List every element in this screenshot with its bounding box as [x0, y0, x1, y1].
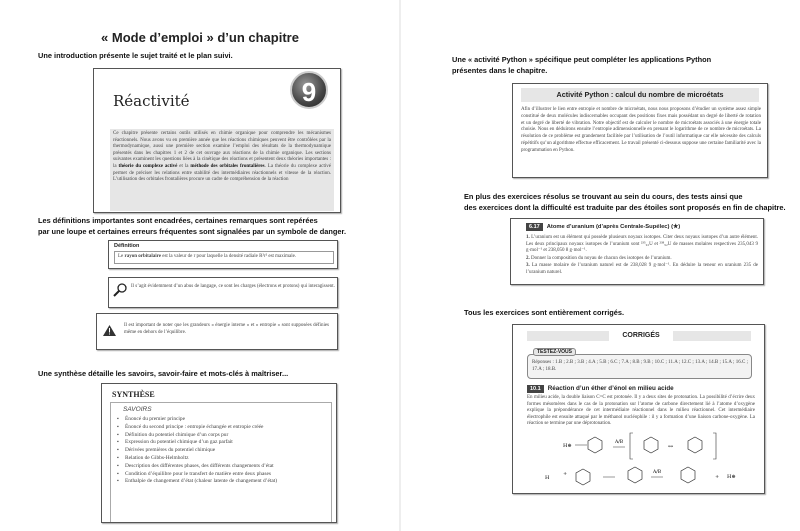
chapter-intro-box — [93, 68, 341, 213]
python-activity-box — [512, 83, 768, 178]
definition-post: est la valeur de r pour laquelle la densité radiale R²r² est maximale. — [160, 254, 297, 259]
proton-label: H⊕ — [727, 474, 736, 480]
corrections-box — [512, 324, 765, 494]
caption-line: des exercices dont la difficulté est traduite par des étoiles sont proposés en fin de chapitre. — [464, 202, 786, 212]
ab-label: A/B — [653, 470, 662, 475]
caption-line: Une « activité Python » spécifique peut compléter les applications Python — [452, 55, 712, 64]
savoir-item: ▪ Condition d’équilibre pour le transfert de matière entre deux phases — [117, 471, 325, 479]
savoir-item: ▪ Énoncé du premier principe — [117, 416, 325, 424]
synthesis-box — [101, 383, 337, 523]
header-bar-left — [527, 331, 609, 341]
exercise-number: 6.17 — [526, 223, 543, 231]
proton-label: H⊕ — [563, 443, 572, 449]
warning-box — [96, 313, 338, 350]
ring — [644, 437, 658, 453]
test-answers: Réponses : 1.B ; 2.B ; 3.B ; 4.A ; 5.B ; 6.C ; 7.A ; 8.B ; 9.B ; 10.C ; 11.A ; 12.C ; 13.A ; 14.B ; 15.A ; 16.C ; 17.A ; 18.B. — [532, 360, 748, 372]
text-segment: Ce chapitre présente certains outils utilisés en chimie organique pour comprendre les mécanismes réactionnels. Nous avons vu en première année que les réactions chimiques peuvent être contrôlées par la thermodynamique, aussi une première section examine l’emploi des résultats de la thermodynamique présentés dans les chapitres 1 et 2 de cet ouvrage aux réactions de la chimie organique. Les sections suivantes examinent les questions liées à la cinétique des réactions et présentent deux théories importantes : la — [113, 131, 331, 169]
solution-text: En milieu acide, la double liaison C=C est protonée. Il y a deux sites de protonation. La possibilité d’écrire deux formes mésomères dans le cas de la protonation sur l’atome de carbone directement lié à l’atome d’oxygène explique la prépondérance de cet intermédiaire réactionnel dans le milieu réactionnel. Cet intermédiaire électrophile est ensuite attaqué par le méthanol nucléophile : il y a formation d’une liaison carbone-oxygène. La réaction se termine par une déprotonation. — [527, 395, 755, 427]
savoir-item: ▪ Énoncé du second principe : entropie échangée et entropie créée — [117, 424, 325, 432]
resonance-arrow: ↔ — [668, 443, 674, 450]
key-term: méthode des orbitales frontalières — [190, 163, 265, 169]
savoirs-section — [110, 402, 332, 522]
chapter-intro-text — [110, 129, 334, 211]
remark-text: Il s’agit évidemment d’un abus de langage, ce sont les charges (électrons et protons) qui interagissent. — [131, 284, 335, 289]
page-gutter — [399, 0, 401, 531]
test-label: TESTEZ-VOUS — [533, 348, 576, 356]
remark-box — [108, 277, 338, 308]
warning-text: Il est important de noter que les grandeurs « énergie interne » et « entropie » sont supposées définies même en dehors de l’équilibre. — [124, 323, 329, 335]
caption-line: Les définitions importantes sont encadrées, certaines remarques sont repérées — [38, 216, 318, 225]
chapter-number-badge: 9 — [290, 71, 328, 109]
caption-line: présentes dans le chapitre. — [452, 65, 548, 75]
methanol-h: H — [545, 475, 550, 481]
intro-caption: Une introduction présente le sujet traité et le plan suivi. — [38, 51, 233, 60]
python-activity-title: Activité Python : calcul du nombre de microétats — [521, 88, 759, 102]
solution-title: Réaction d’un éther d’énol en milieu acide — [547, 385, 674, 392]
exercise-title: Atome d’uranium (d’après Centrale-Supélec) — [546, 224, 670, 230]
savoir-item: ▪ Description des différentes phases, des différents changements d’état — [117, 463, 325, 471]
ring — [688, 437, 702, 453]
question-number: 1. — [526, 235, 532, 240]
chapter-title: Réactivité — [113, 92, 190, 110]
savoir-item: ▪ Dérivées premières du potentiel chimique — [117, 447, 325, 455]
page-title: « Mode d’emploi » d’un chapitre — [101, 30, 299, 45]
caption-line: En plus des exercices résolus se trouvant au sein du cours, des tests ainsi que — [464, 192, 743, 201]
definition-label: Définition — [114, 243, 140, 249]
python-caption — [452, 55, 711, 76]
solution-heading — [527, 385, 674, 392]
ab-label: A/B — [615, 440, 624, 445]
question-text: L’uranium est un élément qui possède plusieurs noyaux isotopes. Citer deux noyaux isotopes d’un autre élément. Les deux principaux noyaux isotopes de l’uranium sont ²³⁵₉₂U et ²³⁸₉₂U de masses molaires respectives 235,043 9 g·mol⁻¹ et 238,050 8 g·mol⁻¹. — [526, 235, 758, 254]
corrections-title: CORRIGÉS — [622, 332, 660, 339]
plus-sign: + — [563, 471, 568, 477]
difficulty-stars: (★) — [671, 224, 681, 230]
savoirs-heading: SAVOIRS — [123, 406, 152, 413]
exercise-question — [526, 263, 758, 276]
synthesis-caption: Une synthèse détaille les savoirs, savoir-faire et mots-clés à maîtriser... — [38, 369, 289, 378]
header-bar-right — [673, 331, 751, 341]
question-text: Donner la composition du noyau de chacun des isotopes de l’uranium. — [531, 255, 672, 261]
ring — [628, 467, 642, 483]
savoir-item: ▪ Relation de Gibbs-Helmholtz — [117, 455, 325, 463]
savoirs-list — [117, 416, 325, 486]
savoir-item: ▪ Définition du potentiel chimique d’un corps pur — [117, 432, 325, 440]
exercise-questions — [526, 235, 758, 278]
plus-sign: + — [715, 474, 720, 480]
warning-icon — [103, 325, 116, 336]
question-number: 2. — [526, 255, 531, 261]
solution-number: 10.1 — [527, 385, 544, 393]
savoir-item: ▪ Expression du potentiel chimique d’un gaz parfait — [117, 439, 325, 447]
magnifier-icon — [113, 283, 127, 297]
python-activity-text: Afin d’illustrer le lien entre entropie et nombre de microétats, nous nous proposons d’étudier un système assez simple constitué de deux molécules indiscernables occupant des positions fixes mais possédant un degré de liberté de rotation et un degré de liberté de vibration. Notre objectif est de calculer le nombre de microétats associés à une énergie totale choisie. Nous en déduirons ensuite l’entropie adimensionnelle en prenant le logarithme de ce nombre de microétats. La résolution de ce problème est grandement facilitée par l’utilisation de l’outil informatique car elle nécessite des calculs répétitifs qu’un algorithme effectue efficacement. Le travail présenté ci-dessous suppose une certaine familiarité avec la programmation en Python. — [521, 107, 761, 153]
definition-box — [108, 240, 338, 269]
exercises-caption — [464, 192, 786, 213]
ring — [681, 467, 695, 483]
text-segment: . La théorie du complexe activé permet de préciser les relations entre stabilité des intermédiaires réactionnels et vitesse de la réaction. L’utilisation des orbitales frontalières procure un cadre de compréhension de la réaction — [113, 163, 332, 183]
definitions-caption — [38, 216, 346, 237]
exercise-box — [510, 218, 764, 285]
ring — [576, 469, 590, 485]
corrections-caption: Tous les exercices sont entièrement corrigés. — [464, 308, 625, 317]
ring — [588, 437, 602, 453]
key-term: théorie du complexe activé — [118, 163, 178, 169]
exercise-question — [526, 235, 758, 255]
reaction-scheme — [543, 431, 743, 493]
text-segment: et la — [177, 163, 191, 169]
definition-pre: Le — [118, 254, 125, 259]
exercise-heading — [526, 224, 680, 230]
caption-line: par une loupe et certaines erreurs fréquentes sont signalées par un symbole de danger. — [38, 226, 347, 236]
definition-term: rayon orbitalaire — [124, 254, 161, 259]
question-text: La masse molaire de l’uranium naturel est de 238,028 9 g·mol⁻¹. En déduire la teneur en uranium 235 de l’uranium naturel. — [526, 263, 759, 275]
savoir-item: ▪ Enthalpie de changement d’état (chaleur latente de changement d’état) — [117, 478, 325, 486]
exercise-question — [526, 256, 758, 263]
question-number: 3. — [526, 263, 532, 269]
definition-text — [114, 251, 334, 264]
test-answers-box — [527, 354, 752, 379]
synthesis-title: SYNTHÈSE — [112, 390, 155, 399]
